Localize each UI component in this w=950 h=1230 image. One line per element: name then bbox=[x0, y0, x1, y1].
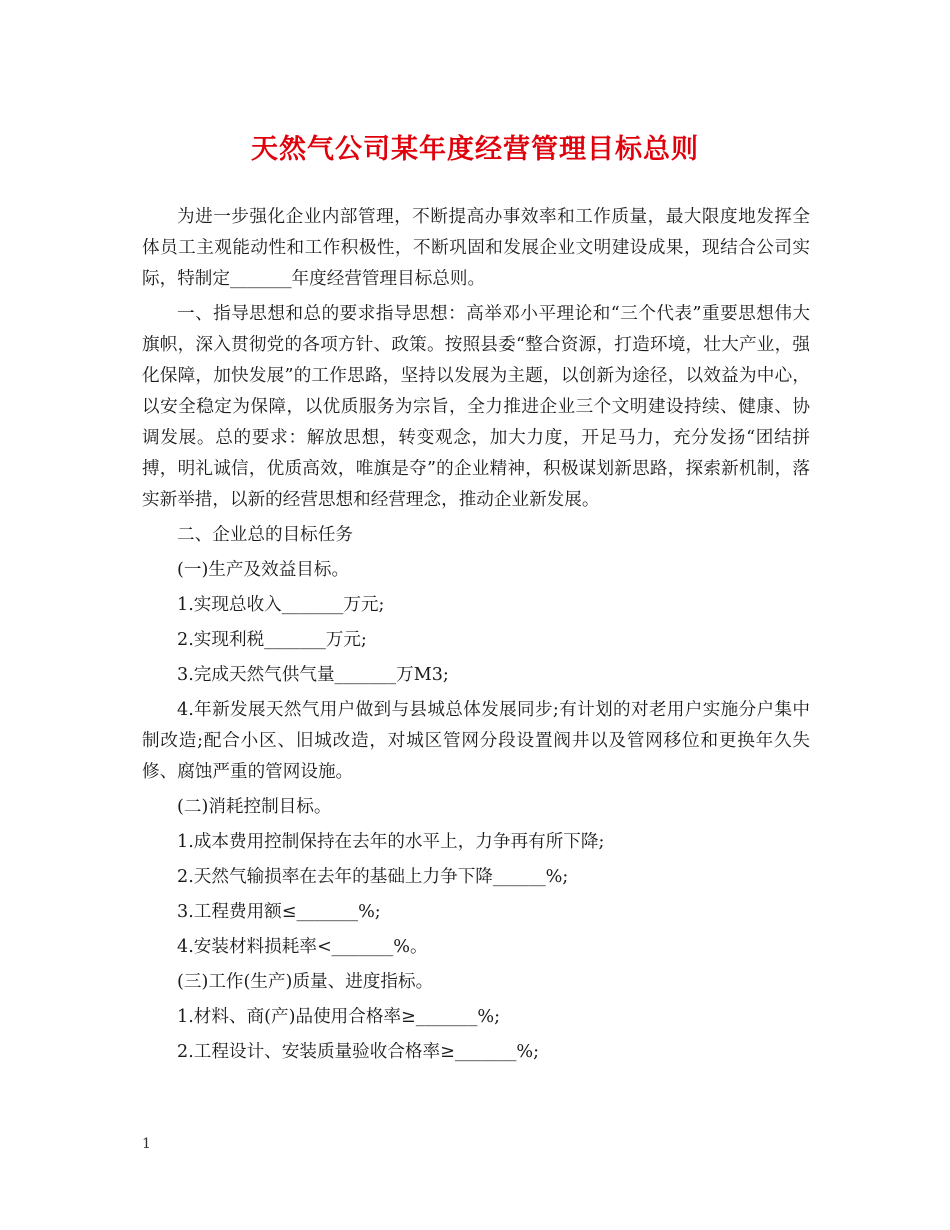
list-item: 2.天然气输损率在去年的基础上力争下降______%; bbox=[177, 867, 569, 887]
section-heading-overall-targets: 二、企业总的目标任务 bbox=[177, 525, 353, 545]
list-item: 1.成本费用控制保持在去年的水平上，力争再有所下降; bbox=[177, 832, 605, 852]
document-body bbox=[142, 202, 810, 1072]
list-item: 1.实现总收入_______万元; bbox=[177, 595, 385, 615]
subsection-heading-consumption: (二)消耗控制目标。 bbox=[177, 797, 332, 817]
list-item: 4.年新发展天然气用户做到与县城总体发展同步;有计划的对老用户实施分户集中制改造;配合小区、旧城改造，对城区管网分段设置阀井以及管网移位和更换年久失修、腐蚀严重的管网设施。 bbox=[142, 700, 810, 782]
list-item: 2.实现利税_______万元; bbox=[177, 630, 367, 650]
list-item: 3.完成天然气供气量_______万M3; bbox=[177, 665, 449, 685]
subsection-heading-quality: (三)工作(生产)质量、进度指标。 bbox=[177, 972, 434, 992]
list-item: 4.安装材料损耗率<_______%。 bbox=[177, 937, 428, 957]
list-item: 1.材料、商(产)品使用合格率≥_______%; bbox=[177, 1007, 501, 1027]
list-item: 2.工程设计、安装质量验收合格率≥_______%; bbox=[177, 1042, 540, 1062]
paragraph-guiding-principles: 一、指导思想和总的要求指导思想：高举邓小平理论和“三个代表”重要思想伟大旗帜，深入贯彻党的各项方针、政策。按照县委“整合资源，打造环境，壮大产业，强化保障，加快发展”的工作思路，坚持以发展为主题，以创新为途径，以效益为中心，以安全稳定为保障，以优质服务为宗旨，全力推进企业三个文明建设持续、健康、协调发展。总的要求：解放思想，转变观念，加大力度，开足马力，充分发扬“团结拼搏，明礼诚信，优质高效，唯旗是夺”的企业精神，积极谋划新思路，探索新机制，落实新举措，以新的经营思想和经营理念，推动企业新发展。 bbox=[142, 304, 810, 510]
list-item: 3.工程费用额≤_______%; bbox=[177, 902, 381, 922]
subsection-heading-production: (一)生产及效益目标。 bbox=[177, 560, 350, 580]
page-number: 1 bbox=[142, 1136, 151, 1152]
document-title: 天然气公司某年度经营管理目标总则 bbox=[251, 134, 699, 165]
paragraph-intro: 为进一步强化企业内部管理，不断提高办事效率和工作质量，最大限度地发挥全体员工主观能动性和工作积极性，不断巩固和发展企业文明建设成果，现结合公司实际，特制定_______年度经营管理目标总则。 bbox=[142, 207, 810, 289]
